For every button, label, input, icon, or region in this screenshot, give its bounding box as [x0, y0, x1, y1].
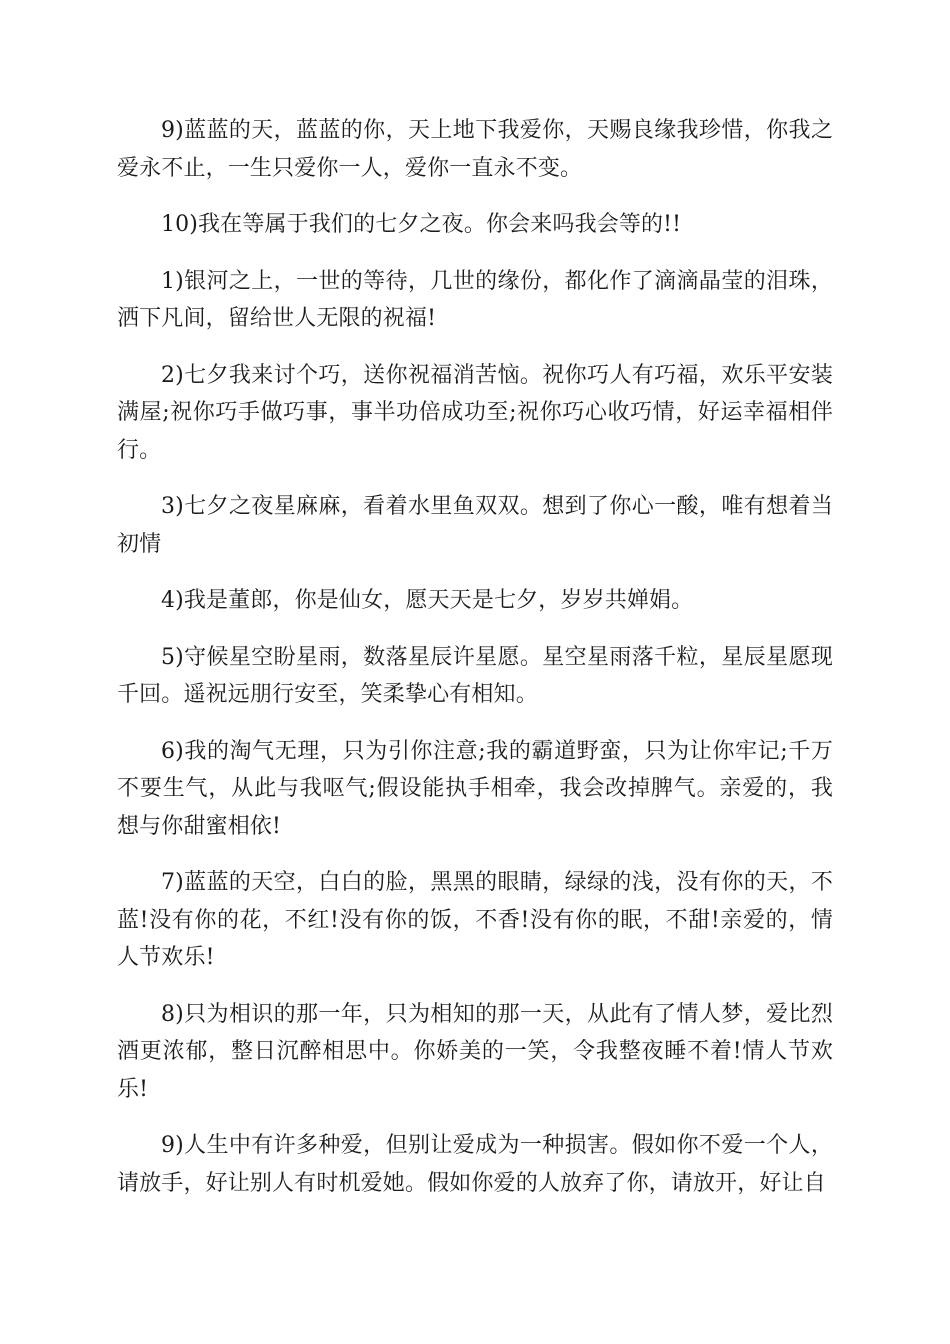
document-body: [117, 112, 833, 1221]
paragraph-11: 9)人生中有许多种爱，但别让爱成为一种损害。假如你不爱一个人，请放手，好让别人有时机爱她。假如你爱的人放弃了你，请放开，好让自: [117, 1133, 833, 1196]
paragraph-1: 9)蓝蓝的天，蓝蓝的你，天上地下我爱你，天赐良缘我珍惜，你我之爱永不止，一生只爱你一人，爱你一直永不变。: [117, 118, 833, 181]
paragraph-2: 10)我在等属于我们的七夕之夜。你会来吗我会等的!!: [161, 212, 682, 237]
paragraph-5: 3)七夕之夜星麻麻，看着水里鱼双双。想到了你心一酸，唯有想着当初情: [117, 494, 833, 557]
paragraph-9: 7)蓝蓝的天空，白白的脸，黑黑的眼睛，绿绿的浅，没有你的天，不蓝!没有你的花，不红!没有你的饭，不香!没有你的眠，不甜!亲爱的，情人节欢乐!: [117, 870, 833, 970]
paragraph-7: 5)守候星空盼星雨，数落星辰许星愿。星空星雨落千粒，星辰星愿现千回。遥祝远朋行安至，笑柔挚心有相知。: [117, 644, 833, 707]
paragraph-6: 4)我是董郎，你是仙女，愿天天是七夕，岁岁共婵娟。: [161, 588, 694, 613]
paragraph-8: 6)我的淘气无理，只为引你注意;我的霸道野蛮，只为让你牢记;千万不要生气，从此与我呕气;假设能执手相牵，我会改掉脾气。亲爱的，我想与你甜蜜相依!: [117, 738, 833, 839]
paragraph-3: 1)银河之上，一世的等待，几世的缘份，都化作了滴滴晶莹的泪珠，洒下凡间，留给世人无限的祝福!: [117, 268, 833, 331]
paragraph-4: 2)七夕我来讨个巧，送你祝福消苦恼。祝你巧人有巧福，欢乐平安装满屋;祝你巧手做巧事，事半功倍成功至;祝你巧心收巧情，好运幸福相伴行。: [117, 362, 833, 463]
paragraph-10: 8)只为相识的那一年，只为相知的那一天，从此有了情人梦，爱比烈酒更浓郁，整日沉醉相思中。你娇美的一笑，令我整夜睡不着!情人节欢乐!: [117, 1001, 833, 1102]
